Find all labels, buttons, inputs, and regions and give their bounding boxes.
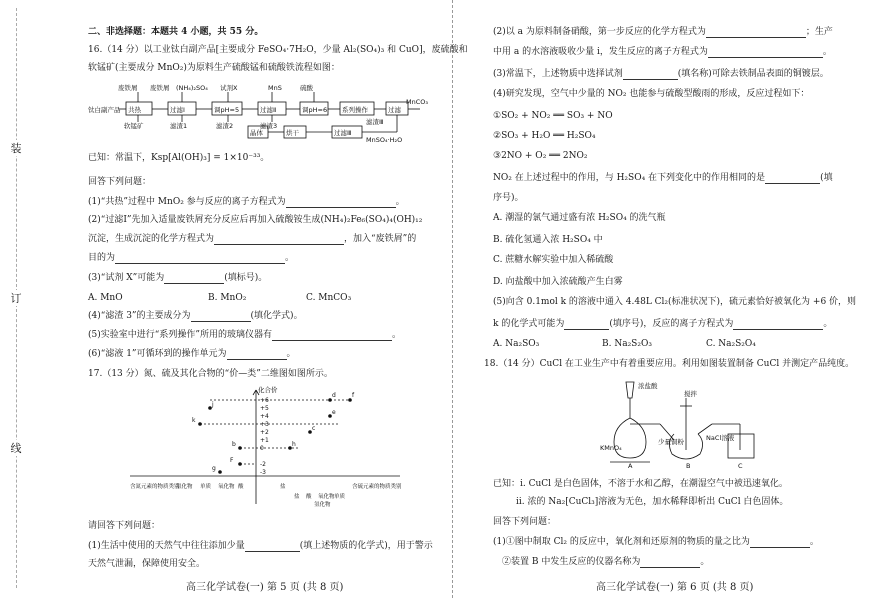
chart-point-label: c <box>312 425 316 432</box>
q17-3-tail: (填名称)可除去铁制品表面的铜镀层。 <box>677 69 829 79</box>
q17-5-option-b: B. Na₂S₂O₃ <box>602 339 652 349</box>
right-footer: 高三化学试卷(一) 第 6 页 (共 8 页) <box>596 582 754 593</box>
flow-top-label: 试剂X <box>220 84 238 92</box>
chart-x-category: 盐 <box>280 484 286 490</box>
q18-intro: 18.（14 分）CuCl 在工业生产中有着重要应用。利用如图装置制备 CuCl 并测定产品纯度。 <box>484 359 855 369</box>
q16-intro-line1: 16.（14 分）以工业钛白副产品[主要成分 FeSO₄·7H₂O，少量 Al₂(SO₄)₃ 和 CuO]，废硫酸和 <box>88 45 468 55</box>
apparatus-label-b: B <box>686 462 691 468</box>
flow-left-input: 钛白副产品 <box>88 106 121 114</box>
answer-blank[interactable] <box>272 330 392 341</box>
flow-bottom-label: 滤渣Ⅲ <box>366 118 384 126</box>
q16-2b-tail: ，加入“废铁屑”的 <box>344 234 417 244</box>
chart-x-category-2: 盐 <box>294 494 300 500</box>
chart-point-label: j <box>212 401 214 408</box>
q18-1: (1)①图中制取 Cl₂ 的反应中，氧化剂和还原剂的物质的量之比为 。 <box>493 537 819 547</box>
chart-point-label: F <box>230 457 234 464</box>
q17-5b-mid: (填序号)，反应的离子方程式为 <box>609 319 734 329</box>
flow-box: 调pH=6 <box>302 106 328 114</box>
answer-blank[interactable] <box>623 69 678 80</box>
q17-4b-text: NO₂ 在上述过程中的作用，与 H₂SO₄ 在下列变化中的作用相同的是 <box>493 173 766 183</box>
option-a: A. 潮湿的氯气通过盛有浓 H₂SO₄ 的洗气瓶 <box>493 213 666 223</box>
binding-margin <box>6 0 26 598</box>
chart-x-category-2: 氢化物 <box>314 502 331 508</box>
answer-blank[interactable] <box>564 319 609 330</box>
flow-box: 调pH=5 <box>214 106 240 114</box>
chart-y-title: 化合价 <box>258 386 278 394</box>
q17-prompt: 请回答下列问题： <box>88 521 161 531</box>
binding-char-ding: 订 <box>8 290 24 306</box>
chart-y-tick: 0 <box>260 445 264 452</box>
flow-top-label: 硫酸 <box>300 84 313 92</box>
flow-box: 过滤Ⅱ <box>260 106 277 114</box>
q18-2-text: ②装置 B 中发生反应的仪器名称为 <box>502 557 641 567</box>
page-divider <box>452 0 453 598</box>
chart-x-category: 含硫元素的物质类别 <box>352 484 402 490</box>
q17-2b-text: 中用 a 的水溶液吸收少量 i，发生反应的离子方程式为 <box>493 47 708 57</box>
q18-known-1: 已知：ⅰ. CuCl 是白色固体，不溶于水和乙醇，在潮湿空气中被迅速氧化。 <box>493 479 788 489</box>
q18-1-text: (1)①图中制取 Cl₂ 的反应中，氧化剂和还原剂的物质的量之比为 <box>493 537 750 547</box>
q16-3-tail: (填标号)。 <box>224 273 268 283</box>
equation-1: ①SO₂ + NO₂ ══ SO₃ + NO <box>493 111 613 121</box>
chart-point-label: g <box>212 465 216 472</box>
binding-char-zhuang: 装 <box>8 140 24 156</box>
chart-y-tick: -3 <box>260 469 266 476</box>
flow-box: 过滤Ⅲ <box>334 129 352 137</box>
flow-box: 过滤 <box>388 106 401 114</box>
equation-3: ③2NO + O₂ ══ 2NO₂ <box>493 151 588 161</box>
answer-blank[interactable] <box>640 557 700 568</box>
q17-3-text: (3)常温下，上述物质中选择试剂 <box>493 69 623 79</box>
answer-blank[interactable] <box>115 253 285 264</box>
flow-top-label: (NH₄)₂SO₄ <box>176 84 208 92</box>
q16-4-tail: (填化学式)。 <box>250 311 303 321</box>
chart-point-label: f <box>352 392 355 399</box>
q17-2b: 中用 a 的水溶液吸收少量 i，发生反应的离子方程式为 。 <box>493 47 832 57</box>
option-d: D. 向盐酸中加入浓硫酸产生白雾 <box>493 277 623 287</box>
answer-blank[interactable] <box>164 273 224 284</box>
left-footer: 高三化学试卷(一) 第 5 页 (共 8 页) <box>186 582 344 593</box>
chart-point <box>238 462 242 466</box>
valence-class-chart <box>130 384 410 508</box>
q16-2c-text: 目的为 <box>88 253 116 263</box>
flow-top-label: 废铁屑 <box>150 84 170 92</box>
flow-bottom-label: 滤渣2 <box>216 122 234 130</box>
apparatus-label-acid: 浓盐酸 <box>638 382 658 390</box>
q16-2b-text: 沉淀，生成沉淀的化学方程式为 <box>88 234 215 244</box>
q16-4-text: (4)“滤渣 3”的主要成分为 <box>88 311 191 321</box>
answer-blank[interactable] <box>227 349 287 360</box>
q18-2: ②装置 B 中发生反应的仪器名称为 。 <box>502 557 710 567</box>
q17-5b-text: k 的化学式可能为 <box>493 319 565 329</box>
answer-blank[interactable] <box>245 541 300 552</box>
chart-y-tick: +3 <box>260 421 269 428</box>
answer-blank[interactable] <box>286 197 396 208</box>
flow-bottom-label: 滤渣1 <box>170 122 188 130</box>
apparatus-label-a: A <box>628 462 633 468</box>
flow-diagram <box>88 82 428 144</box>
chart-y-tick: +2 <box>260 429 269 436</box>
chart-point <box>198 422 202 426</box>
flow-top-label: MnS <box>268 84 282 92</box>
apparatus-label-c: C <box>738 462 743 468</box>
q16-4 <box>88 310 303 322</box>
q16-1: (1)“共热”过程中 MnO₂ 参与反应的离子方程式为 。 <box>88 197 405 207</box>
flow-product-1: MnCO₃ <box>406 98 428 106</box>
q16-5-text: (5)实验室中进行“系列操作”所用的玻璃仪器有 <box>88 330 272 340</box>
chart-x-category-2: 氧化物 <box>318 494 335 500</box>
q17-1a-text: (1)生活中使用的天然气中往往添加少量 <box>88 541 245 551</box>
apparatus-diagram <box>600 378 770 468</box>
answer-blank[interactable] <box>214 234 344 245</box>
q16-3-option-c: C. MnCO₃ <box>306 293 352 303</box>
q17-5a: (5)向含 0.1mol k 的溶液中通入 4.48L Cl₂(标准状况下)，硫元素恰好被氧化为 +6 价，则 <box>493 297 857 307</box>
chart-point <box>238 446 242 450</box>
q16-6: (6)“滤液 1”可循环到的操作单元为 。 <box>88 349 296 359</box>
flow-product-2: MnSO₄·H₂O <box>366 136 403 144</box>
q16-1-text: (1)“共热”过程中 MnO₂ 参与反应的离子方程式为 <box>88 197 286 207</box>
answer-blank[interactable] <box>708 47 823 58</box>
flow-top-label: 废铁屑 <box>118 84 138 92</box>
q16-2b <box>88 233 416 245</box>
q17-1a <box>88 540 433 552</box>
flow-box: 烘干 <box>286 129 299 137</box>
chart-x-category-2: 酸 <box>306 494 312 500</box>
option-c: C. 蔗糖水解实验中加入稀硫酸 <box>493 255 614 265</box>
q16-answer-prompt: 回答下列问题： <box>88 177 152 187</box>
q17-4c: 序号)。 <box>493 193 524 203</box>
q16-2a: (2)“过滤Ⅰ”先加入适量废铁屑充分反应后再加入硫酸铵生成(NH₄)₂Fe₆(SO₄)₄(OH)₁₂ <box>88 215 423 225</box>
q17-intro: 17.（13 分）氮、硫及其化合物的“价—类”二维图如图所示。 <box>88 369 333 379</box>
flow-box: 系列操作 <box>342 106 368 114</box>
apparatus-label-naoh: NaCl溶液 <box>706 434 735 442</box>
option-b: B. 硫化氢通入浓 H₂SO₄ 中 <box>493 235 603 245</box>
chart-point <box>218 470 222 474</box>
answer-blank[interactable] <box>750 537 810 548</box>
apparatus-label-kmno4: KMnO₄ <box>600 444 622 452</box>
q17-5-option-a: A. Na₂SO₃ <box>493 339 540 349</box>
q17-5b: k 的化学式可能为 (填序号)，反应的离子方程式为 。 <box>493 319 833 329</box>
chart-y-tick: +6 <box>260 397 269 404</box>
equation-2: ②SO₃ + H₂O ══ H₂SO₄ <box>493 131 596 141</box>
chart-point-label: d <box>332 392 336 399</box>
flow-bottom-label: 软锰矿 <box>124 122 144 130</box>
q16-5: (5)实验室中进行“系列操作”所用的玻璃仪器有 。 <box>88 330 401 340</box>
chart-y-tick: +4 <box>260 413 269 420</box>
answer-blank[interactable] <box>733 319 823 330</box>
flow-box: 过滤Ⅰ <box>170 106 185 114</box>
q16-intro-line2: 软锰矿(主要成分 MnO₂)为原料生产硫酸锰和硫酸铁流程如图： <box>88 63 340 73</box>
q16-known: 已知：常温下，Ksp[Al(OH)₃] = 1×10⁻³³。 <box>88 153 270 163</box>
chart-point-label: e <box>332 409 336 416</box>
chart-x-category: 单质 <box>200 484 212 490</box>
section-title: 二、非选择题：本题共 4 小题，共 55 分。 <box>88 27 264 37</box>
q17-2a-text: (2)以 a 为原料制备硝酸，第一步反应的化学方程式为 <box>493 27 706 37</box>
flow-bottom-label: 滤渣3 <box>260 122 278 130</box>
apparatus-label-cu: 少量铜粉 <box>658 438 684 446</box>
q17-4b-tail: (填 <box>820 173 833 183</box>
q16-3-option-b: B. MnO₂ <box>208 293 247 303</box>
q17-4b <box>493 172 833 184</box>
answer-blank[interactable] <box>706 27 806 38</box>
chart-x-category: 含氮元素的物质类别 <box>130 484 180 490</box>
q16-3 <box>88 272 267 284</box>
answer-blank[interactable] <box>765 173 820 184</box>
chart-x-category-2: 单质 <box>334 494 346 500</box>
flow-box: 共热 <box>128 106 141 114</box>
q17-4: (4)研究发现，空气中少量的 NO₂ 也能参与硫酸型酸雨的形成，反应过程如下： <box>493 89 810 99</box>
q16-3-option-a: A. MnO <box>88 293 123 303</box>
chart-point-label: h <box>292 441 296 448</box>
chart-point-label: b <box>232 441 236 448</box>
binding-char-xian: 线 <box>8 440 24 456</box>
answer-blank[interactable] <box>191 311 251 322</box>
q17-5-option-c: C. Na₂S₂O₄ <box>706 339 756 349</box>
q17-1b: 天然气泄漏，保障使用安全。 <box>88 559 206 569</box>
q18-known-2: ⅱ. 浓的 Na₂[CuCl₃]溶液为无色，加水稀释即析出 CuCl 白色固体。 <box>516 497 789 507</box>
q16-2c: 目的为 。 <box>88 253 295 263</box>
chart-x-category: 氧化物 <box>218 484 235 490</box>
q18-answer-prompt: 回答下列问题： <box>493 517 557 527</box>
apparatus-label-stir: 搅拌 <box>684 390 697 398</box>
chart-y-tick: +1 <box>260 437 269 444</box>
chart-y-tick: +5 <box>260 405 269 412</box>
chart-point-label: k <box>192 417 196 424</box>
q16-3-text: (3)“试剂 X”可能为 <box>88 273 165 283</box>
flow-box: 晶体 <box>250 129 263 137</box>
q16-6-text: (6)“滤液 1”可循环到的操作单元为 <box>88 349 227 359</box>
q17-2a <box>493 26 833 38</box>
q17-3 <box>493 68 829 80</box>
q17-1a-tail: (填上述物质的化学式)，用于警示 <box>299 541 433 551</box>
chart-y-tick: -2 <box>260 461 266 468</box>
q17-2a-tail: ；生产 <box>805 27 833 37</box>
chart-x-category: 酸 <box>238 484 244 490</box>
chart-x-category: 氢化物 <box>176 484 193 490</box>
